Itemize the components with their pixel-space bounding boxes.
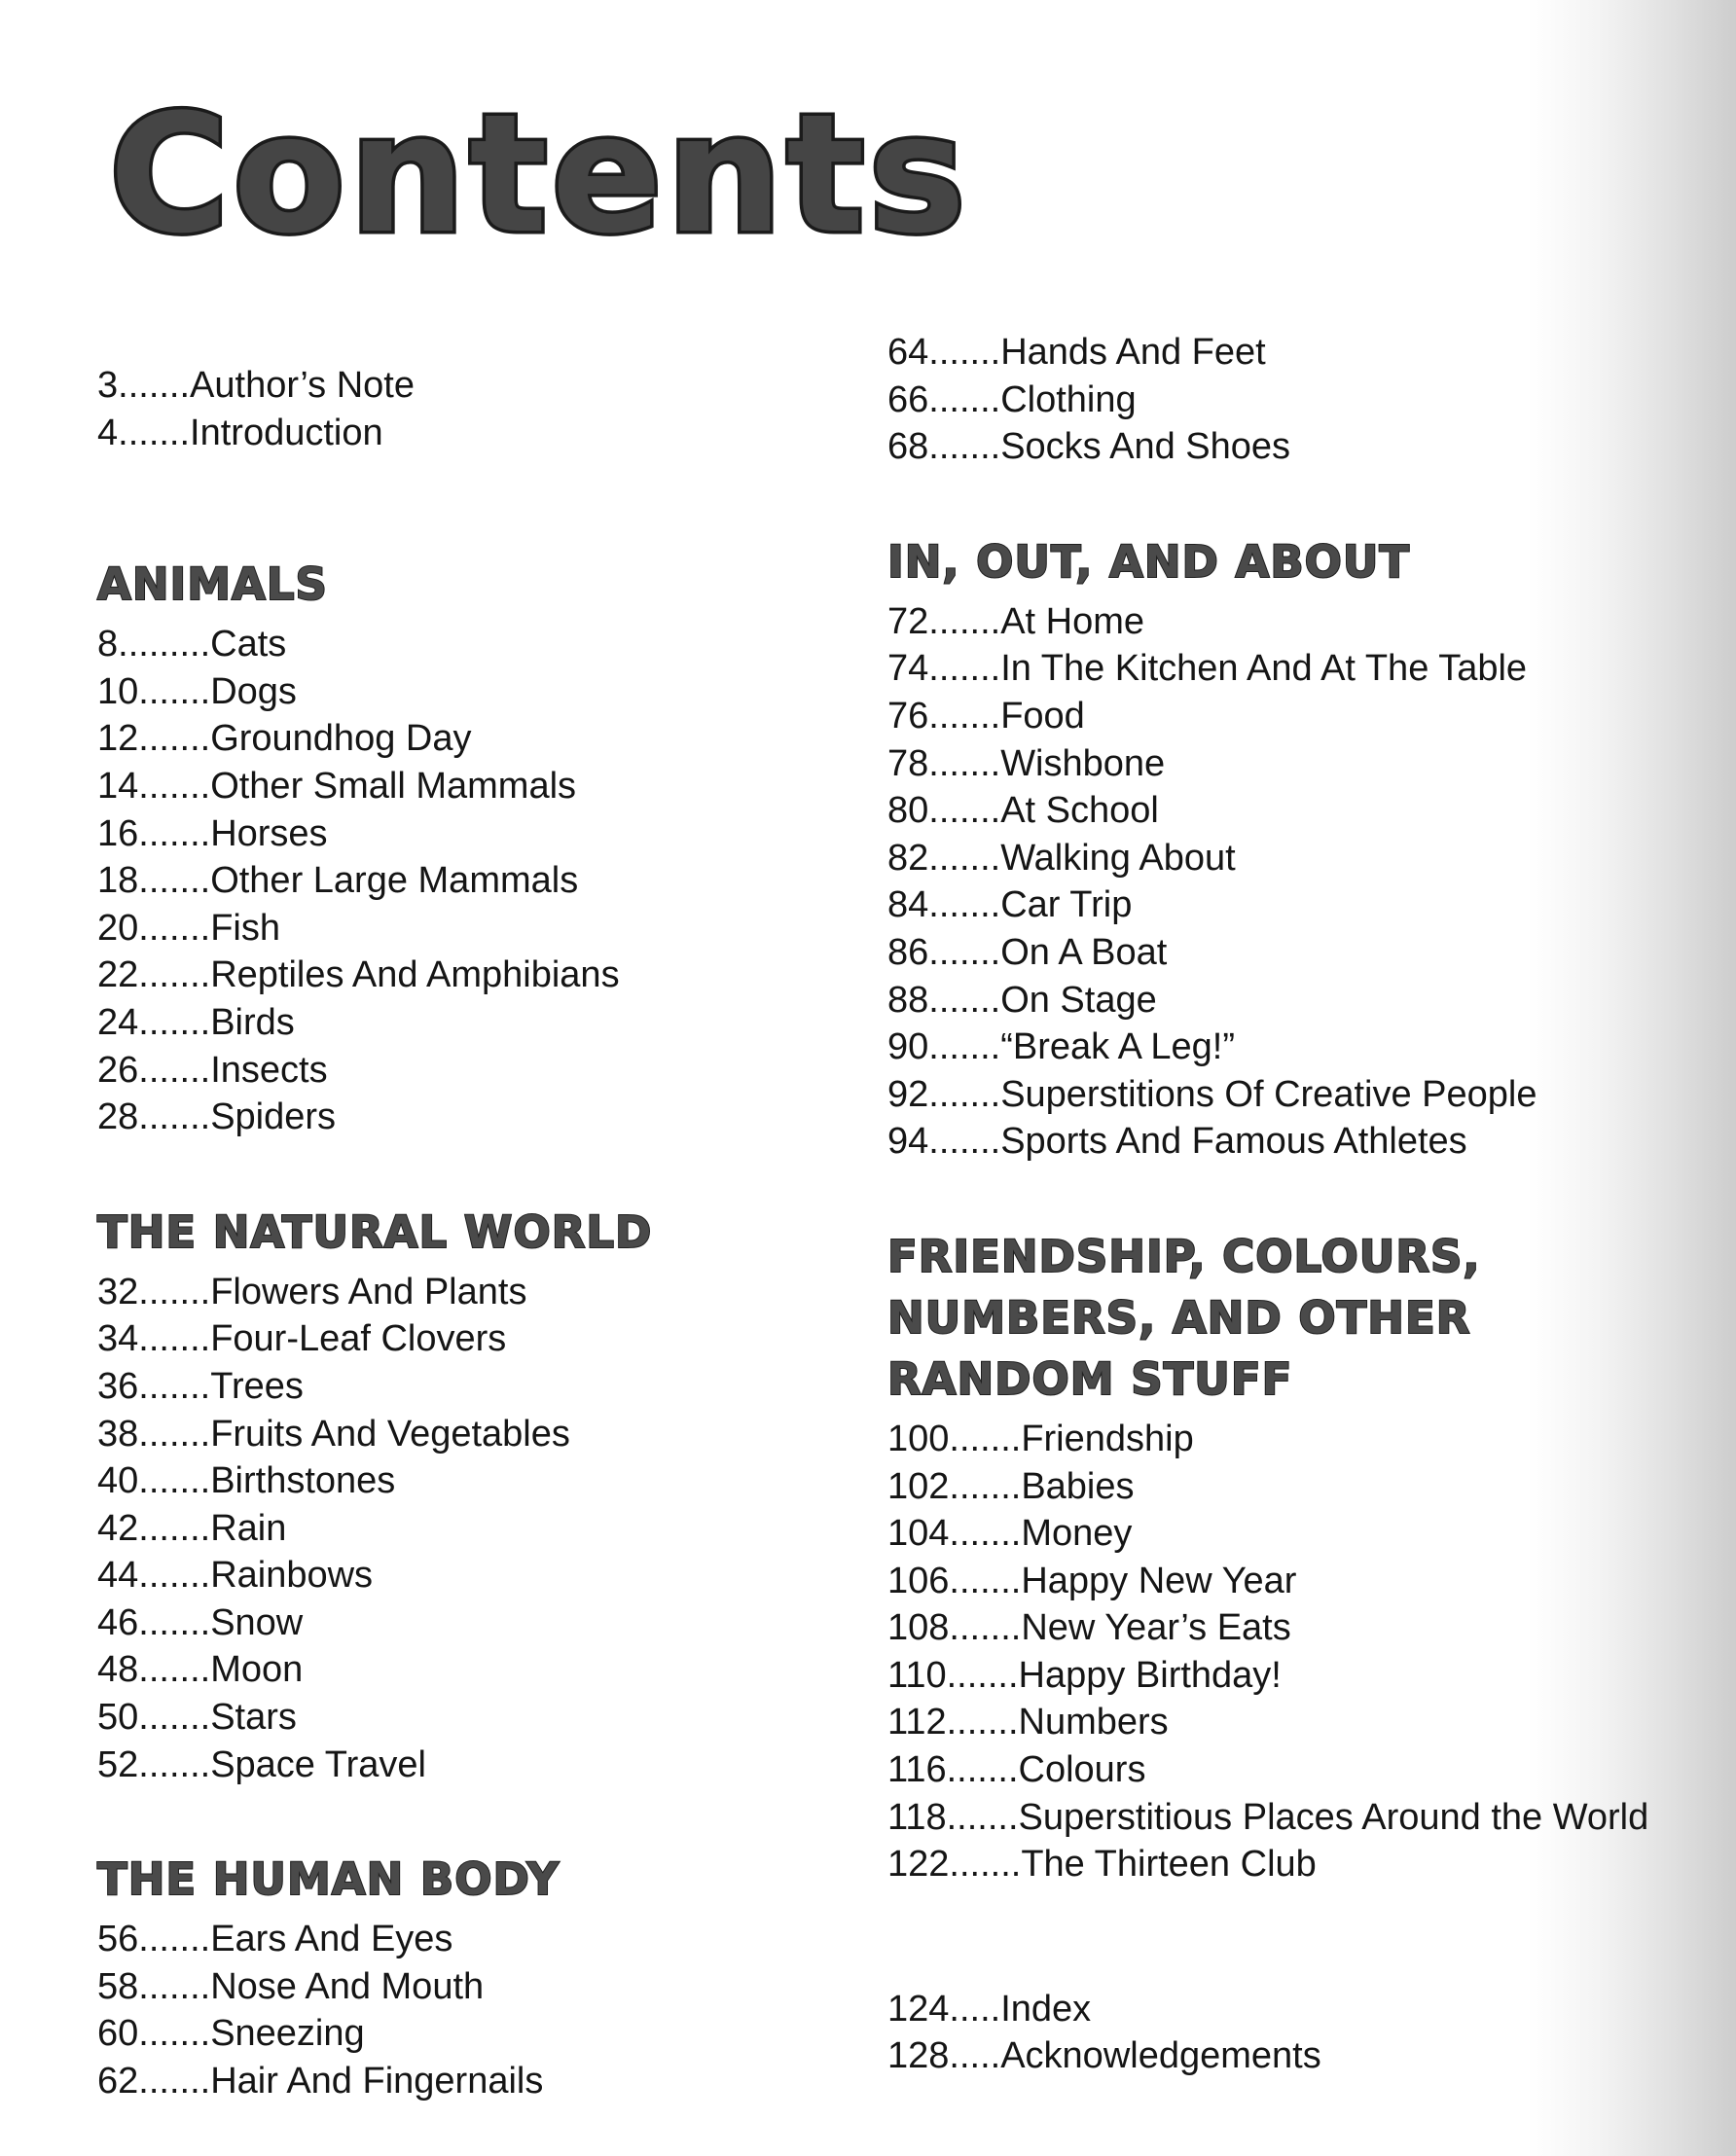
- section-animals: [97, 554, 915, 1141]
- toc-entry[interactable]: [97, 1363, 915, 1411]
- toc-entry[interactable]: [97, 857, 915, 905]
- dot-leader: .......: [138, 1096, 211, 1138]
- section-spacer: [97, 1788, 915, 1849]
- toc-entry[interactable]: [97, 621, 915, 668]
- page-number: 20: [97, 907, 139, 949]
- entry-title: Superstitions Of Creative People: [1000, 1073, 1537, 1115]
- page-number: 74: [887, 648, 929, 690]
- page-number: 122: [887, 1844, 950, 1886]
- entry-title: Space Travel: [210, 1743, 426, 1785]
- toc-entry[interactable]: [97, 905, 915, 952]
- toc-entry[interactable]: [97, 810, 915, 858]
- dot-leader: .......: [928, 837, 1001, 879]
- dot-leader: .......: [928, 1026, 1001, 1068]
- toc-entry[interactable]: [97, 952, 915, 999]
- page-number: 86: [887, 931, 929, 973]
- toc-entry[interactable]: [97, 1916, 915, 1963]
- entry-title: Other Small Mammals: [210, 765, 577, 807]
- entry-title: Socks And Shoes: [1000, 426, 1291, 468]
- page-number: 104: [887, 1513, 950, 1555]
- toc-entry[interactable]: [887, 1510, 1705, 1558]
- entry-title: Trees: [210, 1365, 304, 1407]
- section-heading: ANIMALS: [97, 558, 328, 611]
- dot-leader: .......: [138, 765, 211, 807]
- dot-leader: .......: [946, 1654, 1019, 1696]
- toc-entry[interactable]: [97, 715, 915, 763]
- entry-title: Four-Leaf Clovers: [210, 1318, 507, 1360]
- toc-entry[interactable]: [97, 1269, 915, 1316]
- section-in-out-and-about: [887, 531, 1705, 1166]
- page-number: 88: [887, 979, 929, 1021]
- page-number: 44: [97, 1555, 139, 1597]
- page-number: 80: [887, 790, 929, 832]
- page-number: 38: [97, 1413, 139, 1455]
- entry-title: Happy New Year: [1021, 1560, 1297, 1601]
- section-heading: IN, OUT, AND ABOUT: [887, 535, 1411, 588]
- toc-entry[interactable]: [887, 598, 1705, 646]
- entry-title: Food: [1000, 695, 1085, 737]
- entry-title: Acknowledgements: [1000, 2035, 1321, 2077]
- toc-entry-list: [887, 1416, 1705, 1888]
- page-number: 40: [97, 1460, 139, 1502]
- entry-title: Superstitious Places Around the World: [1018, 1796, 1649, 1838]
- entry-title: Numbers: [1018, 1702, 1169, 1743]
- dot-leader: .......: [928, 884, 1001, 926]
- entry-title: Author’s Note: [190, 365, 415, 406]
- page-number: 128: [887, 2035, 950, 2077]
- dot-leader: .......: [138, 1507, 211, 1549]
- toc-entry[interactable]: [887, 1416, 1705, 1463]
- dot-leader: .......: [138, 1460, 211, 1502]
- page-number: 22: [97, 954, 139, 996]
- page-number: 58: [97, 1965, 139, 2007]
- toc-entry[interactable]: [97, 1315, 915, 1363]
- dot-leader: .......: [949, 1607, 1022, 1649]
- toc-entry-list: [97, 1916, 915, 2104]
- dot-leader: .......: [138, 1697, 211, 1739]
- toc-entry[interactable]: [887, 1558, 1705, 1605]
- entry-title: Friendship: [1021, 1418, 1194, 1459]
- toc-entry[interactable]: [887, 377, 1705, 424]
- dot-leader: .......: [138, 2013, 211, 2055]
- page-number: 82: [887, 837, 929, 879]
- entry-title: Spiders: [210, 1096, 337, 1138]
- entry-title: Introduction: [190, 412, 383, 453]
- toc-entry-list: [97, 362, 915, 456]
- toc-entry[interactable]: [97, 668, 915, 716]
- page-number: 12: [97, 718, 139, 760]
- dot-leader: .......: [138, 860, 211, 902]
- page-number: 26: [97, 1049, 139, 1091]
- page-number: 118: [887, 1796, 947, 1838]
- toc-entry[interactable]: [887, 929, 1705, 977]
- entry-title: Colours: [1018, 1749, 1146, 1791]
- toc-entry-list: [887, 1986, 1705, 2080]
- dot-leader: .......: [928, 1073, 1001, 1115]
- entry-title: Fish: [210, 907, 280, 949]
- entry-title: Birthstones: [210, 1460, 396, 1502]
- toc-entry[interactable]: [97, 1505, 915, 1553]
- dot-leader: .......: [138, 1001, 211, 1043]
- entry-title: Other Large Mammals: [210, 860, 579, 902]
- page-number: 18: [97, 860, 139, 902]
- entry-title: At School: [1000, 790, 1159, 832]
- toc-entry-list: [887, 598, 1705, 1166]
- page-number: 10: [97, 670, 139, 712]
- page-number: 68: [887, 426, 929, 468]
- toc-entry[interactable]: [887, 1699, 1705, 1746]
- toc-entry[interactable]: [887, 977, 1705, 1024]
- dot-leader: .......: [138, 1365, 211, 1407]
- dot-leader: .......: [138, 1318, 211, 1360]
- left-column: [97, 362, 915, 2105]
- page-number: 56: [97, 1919, 139, 1960]
- page-number: 60: [97, 2013, 139, 2055]
- entry-title: Money: [1021, 1513, 1133, 1555]
- right-column: [887, 329, 1705, 2080]
- page-number: 32: [97, 1271, 139, 1312]
- dot-leader: .......: [138, 1555, 211, 1597]
- page-number: 94: [887, 1121, 929, 1163]
- toc-entry[interactable]: [887, 835, 1705, 882]
- page-number: 14: [97, 765, 139, 807]
- toc-entry-list: [97, 621, 915, 1141]
- toc-entry[interactable]: [97, 1694, 915, 1742]
- toc-entry[interactable]: [887, 1986, 1705, 2033]
- page-number: 50: [97, 1697, 139, 1739]
- dot-leader: .......: [138, 1601, 211, 1643]
- dot-leader: .......: [138, 1919, 211, 1960]
- entry-title: “Break A Leg!”: [1000, 1026, 1235, 1068]
- entry-title: Insects: [210, 1049, 328, 1091]
- page-number: 112: [887, 1702, 947, 1743]
- page-number: 3: [97, 365, 119, 406]
- toc-entry[interactable]: [887, 1841, 1705, 1888]
- section-spacer: [97, 456, 915, 554]
- dot-leader: .......: [928, 332, 1001, 373]
- entry-title: Car Trip: [1000, 884, 1133, 926]
- dot-leader: .......: [138, 954, 211, 996]
- dot-leader: .......: [928, 931, 1001, 973]
- dot-leader: .......: [928, 695, 1001, 737]
- entry-title: At Home: [1000, 600, 1145, 642]
- dot-leader: .......: [138, 718, 211, 760]
- section-spacer: [97, 1141, 915, 1202]
- dot-leader: .......: [138, 2061, 211, 2102]
- dot-leader: .......: [928, 600, 1001, 642]
- entry-title: Sneezing: [210, 2013, 365, 2055]
- toc-entry[interactable]: [97, 410, 915, 457]
- dot-leader: .......: [946, 1796, 1019, 1838]
- toc-entry[interactable]: [97, 999, 915, 1047]
- section-heading: FRIENDSHIP, COLOURS, NUMBERS, AND OTHER RANDOM STUFF: [887, 1230, 1481, 1405]
- entry-title: Hair And Fingernails: [210, 2061, 544, 2102]
- dot-leader: .......: [946, 1749, 1019, 1791]
- toc-entry[interactable]: [887, 329, 1705, 377]
- page-number: 100: [887, 1418, 950, 1459]
- page-number: 46: [97, 1601, 139, 1643]
- dot-leader: .......: [946, 1702, 1019, 1743]
- toc-entry[interactable]: [887, 693, 1705, 740]
- page-number: 48: [97, 1649, 139, 1691]
- entry-title: Moon: [210, 1649, 304, 1691]
- page-number: 108: [887, 1607, 950, 1649]
- entry-title: Dogs: [210, 670, 297, 712]
- toc-entry[interactable]: [887, 787, 1705, 835]
- page-number: 76: [887, 695, 929, 737]
- entry-title: New Year’s Eats: [1021, 1607, 1291, 1649]
- entry-title: Hands And Feet: [1000, 332, 1266, 373]
- dot-leader: .......: [138, 1649, 211, 1691]
- section-unheaded: [887, 1986, 1705, 2080]
- dot-leader: .......: [949, 1465, 1022, 1507]
- dot-leader: .......: [138, 907, 211, 949]
- page-number: 42: [97, 1507, 139, 1549]
- toc-entry-list: [887, 329, 1705, 471]
- page-number: 24: [97, 1001, 139, 1043]
- toc-entry[interactable]: [97, 1963, 915, 2011]
- section-heading: THE HUMAN BODY: [97, 1853, 561, 1906]
- section-spacer: [887, 1166, 1705, 1226]
- dot-leader: .......: [138, 1413, 211, 1455]
- entry-title: On Stage: [1000, 979, 1157, 1021]
- dot-leader: .......: [949, 1418, 1022, 1459]
- section-the-natural-world: [97, 1202, 915, 1789]
- page-number: 34: [97, 1318, 139, 1360]
- toc-entry[interactable]: [887, 1652, 1705, 1700]
- page-number: 92: [887, 1073, 929, 1115]
- dot-leader: .......: [928, 1121, 1001, 1163]
- entry-title: Cats: [210, 624, 287, 665]
- dot-leader: .......: [949, 1560, 1022, 1601]
- entry-title: Horses: [210, 812, 328, 854]
- section-heading: THE NATURAL WORLD: [97, 1205, 653, 1258]
- toc-entry[interactable]: [887, 2032, 1705, 2080]
- section-unheaded: [97, 362, 915, 456]
- page-number: 78: [887, 742, 929, 784]
- dot-leader: .......: [138, 670, 211, 712]
- toc-entry[interactable]: [97, 2010, 915, 2058]
- toc-entry[interactable]: [97, 1047, 915, 1095]
- entry-title: Index: [1000, 1988, 1092, 2030]
- toc-entry[interactable]: [97, 362, 915, 410]
- page-number: 66: [887, 378, 929, 420]
- toc-entry[interactable]: [887, 645, 1705, 693]
- dot-leader: .......: [928, 426, 1001, 468]
- dot-leader: .......: [138, 812, 211, 854]
- page-number: 84: [887, 884, 929, 926]
- toc-entry-list: [97, 1269, 915, 1789]
- toc-entry[interactable]: [97, 1094, 915, 1141]
- page-number: 4: [97, 412, 119, 453]
- toc-entry[interactable]: [97, 1646, 915, 1694]
- entry-title: In The Kitchen And At The Table: [1000, 648, 1528, 690]
- page-number: 16: [97, 812, 139, 854]
- section-spacer: [887, 1888, 1705, 1986]
- toc-entry[interactable]: [97, 1599, 915, 1647]
- page-number: 36: [97, 1365, 139, 1407]
- toc-entry[interactable]: [887, 1463, 1705, 1511]
- entry-title: Ears And Eyes: [210, 1919, 453, 1960]
- entry-title: The Thirteen Club: [1021, 1844, 1317, 1886]
- entry-title: Rain: [210, 1507, 287, 1549]
- toc-entry[interactable]: [97, 763, 915, 810]
- entry-title: Groundhog Day: [210, 718, 472, 760]
- toc-entry[interactable]: [97, 1457, 915, 1505]
- page-number: 106: [887, 1560, 950, 1601]
- dot-leader: .........: [118, 624, 211, 665]
- page-number: 62: [97, 2061, 139, 2102]
- page-number: 72: [887, 600, 929, 642]
- entry-title: Nose And Mouth: [210, 1965, 485, 2007]
- dot-leader: .......: [928, 378, 1001, 420]
- entry-title: Happy Birthday!: [1018, 1654, 1282, 1696]
- page-number: 8: [97, 624, 119, 665]
- page-number: 52: [97, 1743, 139, 1785]
- dot-leader: .......: [138, 1965, 211, 2007]
- dot-leader: .......: [928, 790, 1001, 832]
- page-number: 28: [97, 1096, 139, 1138]
- dot-leader: .......: [138, 1271, 211, 1312]
- entry-title: Fruits And Vegetables: [210, 1413, 570, 1455]
- entry-title: Babies: [1021, 1465, 1135, 1507]
- toc-entry[interactable]: [887, 740, 1705, 788]
- entry-title: Snow: [210, 1601, 304, 1643]
- page-number: 110: [887, 1654, 947, 1696]
- dot-leader: .......: [928, 979, 1001, 1021]
- dot-leader: .......: [928, 742, 1001, 784]
- dot-leader: .......: [928, 648, 1001, 690]
- toc-entry[interactable]: [97, 1742, 915, 1789]
- entry-title: Clothing: [1000, 378, 1137, 420]
- entry-title: Walking About: [1000, 837, 1236, 879]
- page-title: Contents: [109, 79, 970, 270]
- toc-entry[interactable]: [887, 1746, 1705, 1794]
- entry-title: On A Boat: [1000, 931, 1168, 973]
- entry-title: Rainbows: [210, 1555, 374, 1597]
- entry-title: Sports And Famous Athletes: [1000, 1121, 1467, 1163]
- entry-title: Stars: [210, 1697, 297, 1739]
- section-the-human-body: [97, 1849, 915, 2104]
- entry-title: Flowers And Plants: [210, 1271, 527, 1312]
- toc-entry[interactable]: [887, 423, 1705, 471]
- page-number: 124: [887, 1988, 950, 2030]
- dot-leader: .......: [138, 1049, 211, 1091]
- section-unheaded: [887, 329, 1705, 471]
- page-number: 90: [887, 1026, 929, 1068]
- entry-title: Wishbone: [1000, 742, 1166, 784]
- toc-entry[interactable]: [887, 1024, 1705, 1071]
- section-friendship-colours-numbers-and-other-random-stuff: [887, 1226, 1705, 1888]
- toc-entry[interactable]: [97, 1552, 915, 1599]
- toc-entry[interactable]: [97, 2058, 915, 2105]
- dot-leader: .......: [138, 1743, 211, 1785]
- page-number: 116: [887, 1749, 947, 1791]
- toc-entry[interactable]: [887, 1071, 1705, 1119]
- page-number: 64: [887, 332, 929, 373]
- dot-leader: .....: [949, 2035, 1001, 2077]
- toc-entry[interactable]: [887, 1604, 1705, 1652]
- dot-leader: .......: [949, 1513, 1022, 1555]
- toc-entry[interactable]: [97, 1411, 915, 1458]
- toc-entry[interactable]: [887, 1118, 1705, 1166]
- dot-leader: .......: [118, 412, 191, 453]
- entry-title: Reptiles And Amphibians: [210, 954, 620, 996]
- toc-entry[interactable]: [887, 1794, 1705, 1842]
- page-number: 102: [887, 1465, 950, 1507]
- entry-title: Birds: [210, 1001, 295, 1043]
- toc-entry[interactable]: [887, 881, 1705, 929]
- section-spacer: [887, 471, 1705, 531]
- dot-leader: .......: [118, 365, 191, 406]
- dot-leader: .......: [949, 1844, 1022, 1886]
- dot-leader: .....: [949, 1988, 1001, 2030]
